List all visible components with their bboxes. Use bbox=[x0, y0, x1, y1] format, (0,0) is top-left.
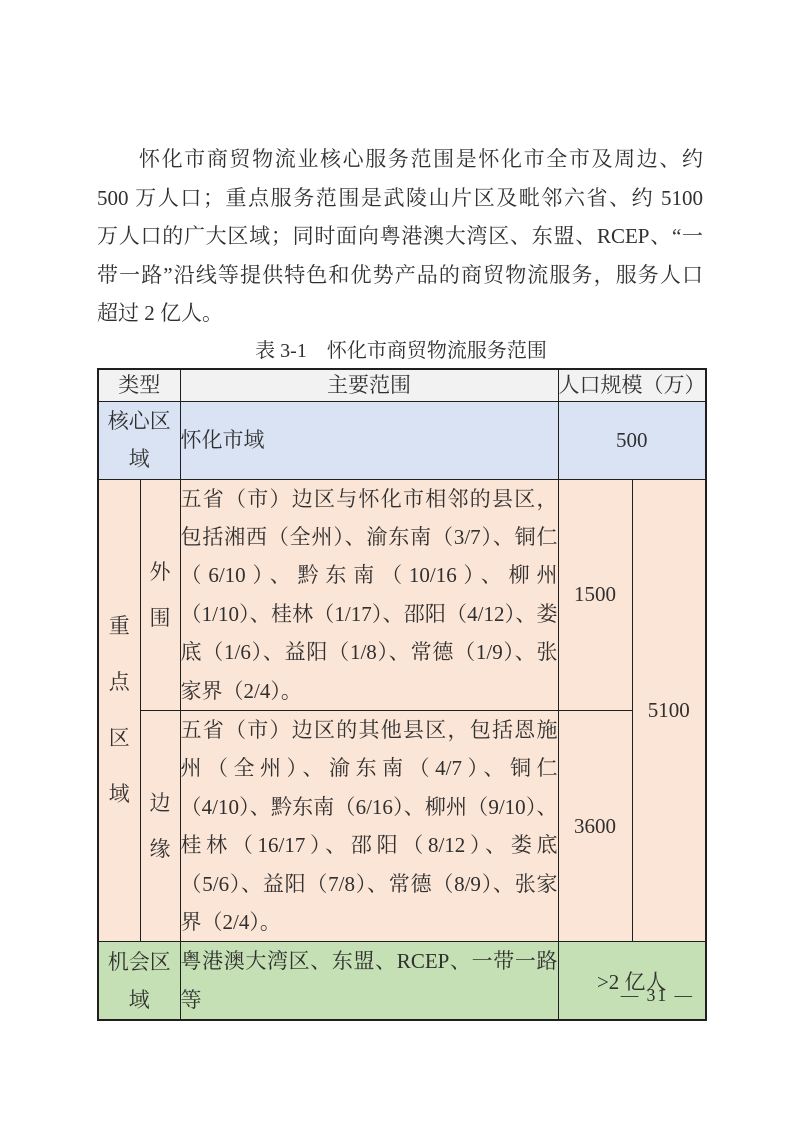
key-region-outer-range-cell: 五省（市）边区与怀化市相邻的县区，包括湘西（全州）、渝东南（3/7）、铜仁（6/10）、黔东南（10/16）、柳州（1/10）、桂林（1/17）、邵阳（4/12）、娄底（1/6）、益阳（1/8）、常德（1/9）、张家界（2/4）。 bbox=[180, 479, 558, 710]
table-row-key-region-outer bbox=[98, 479, 706, 710]
key-region-edge-subtype-cell: 边缘 bbox=[140, 710, 180, 941]
core-region-type-cell: 核心区域 bbox=[98, 401, 180, 479]
opportunity-region-range-cell: 粤港澳大湾区、东盟、RCEP、一带一路等 bbox=[180, 942, 558, 1020]
key-region-type-cell: 重点区域 bbox=[98, 479, 140, 942]
table-row-opportunity-region bbox=[98, 942, 706, 1020]
paragraph-line: 超过 2 亿人。 bbox=[97, 301, 223, 326]
key-region-outer-population-cell: 1500 bbox=[558, 479, 632, 710]
page-number: — 31 — bbox=[620, 985, 694, 1005]
table-header-row bbox=[98, 369, 706, 401]
table-row-key-region-edge bbox=[98, 710, 706, 941]
paragraph-line: 万人口的广大区域；同时面向粤港澳大湾区、东盟、RCEP、“一 bbox=[97, 224, 703, 249]
core-region-population-cell: 500 bbox=[558, 401, 706, 479]
paragraph-line: 500 万人口；重点服务范围是武陵山片区及毗邻六省、约 5100 bbox=[97, 185, 703, 210]
header-type: 类型 bbox=[98, 369, 180, 401]
table-caption: 表 3-1 怀化市商贸物流服务范围 bbox=[255, 340, 547, 362]
opportunity-region-type-cell: 机会区域 bbox=[98, 942, 180, 1020]
key-region-total-population-cell: 5100 bbox=[632, 479, 706, 942]
header-population: 人口规模（万） bbox=[558, 369, 706, 401]
key-region-edge-range-cell: 五省（市）边区的其他县区，包括恩施州（全州）、渝东南（4/7）、铜仁（4/10）、黔东南（6/16）、柳州（9/10）、桂林（16/17）、邵阳（8/12）、娄底（5/6）、益阳（7/8）、常德（8/9）、张家界（2/4）。 bbox=[180, 710, 558, 941]
core-region-range-cell: 怀化市域 bbox=[180, 401, 558, 479]
opportunity-region-population-cell: >2 亿人 bbox=[558, 942, 706, 1020]
paragraph-line: 带一路”沿线等提供特色和优势产品的商贸物流服务，服务人口 bbox=[97, 262, 703, 287]
key-region-outer-subtype-cell: 外围 bbox=[140, 479, 180, 710]
key-region-edge-population-cell: 3600 bbox=[558, 710, 632, 941]
header-range: 主要范围 bbox=[180, 369, 558, 401]
table-row-core-region bbox=[98, 401, 706, 479]
service-scope-table bbox=[97, 368, 707, 1021]
body-paragraph bbox=[97, 140, 703, 333]
paragraph-line: 怀化市商贸物流业核心服务范围是怀化市全市及周边、约 bbox=[139, 147, 703, 171]
